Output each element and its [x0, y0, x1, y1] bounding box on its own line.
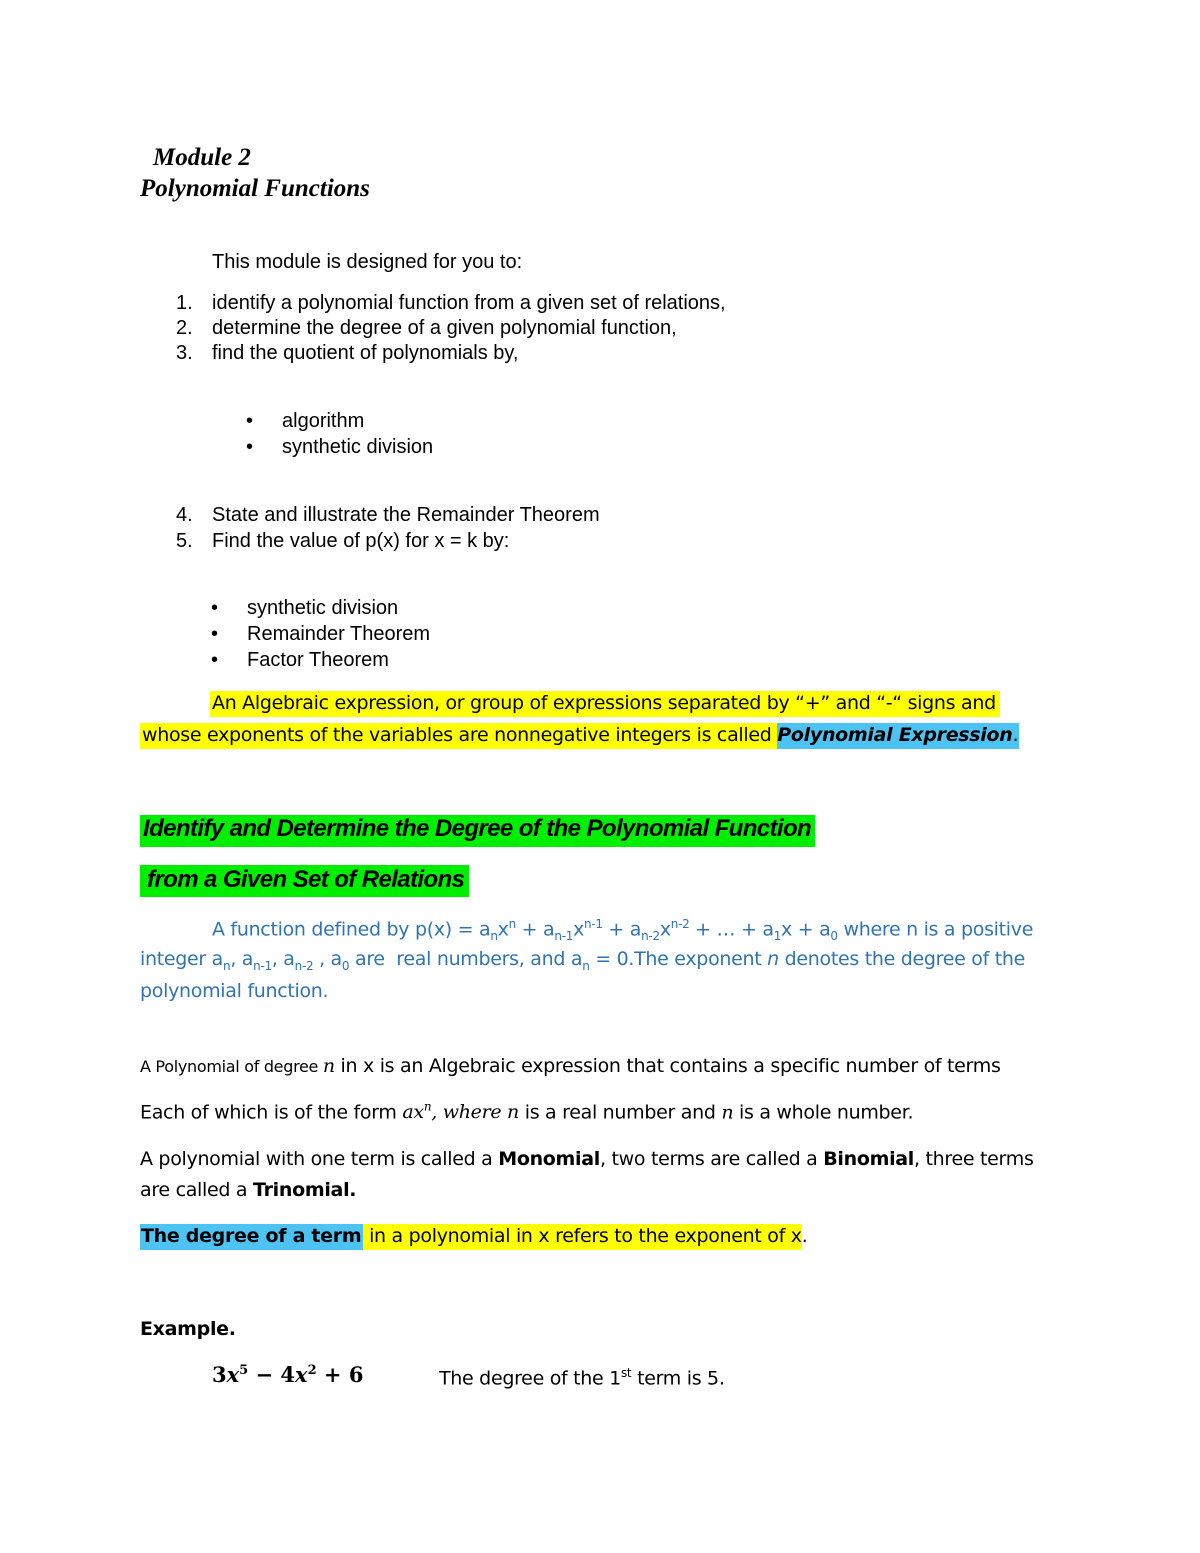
intro-text: This module is designed for you to:	[212, 251, 523, 273]
paragraph-text: is a whole number.	[733, 1101, 914, 1124]
example-text: The degree of the 1	[439, 1367, 621, 1390]
objective-item	[176, 317, 677, 340]
bullet-text: Remainder Theorem	[247, 623, 431, 645]
module-title: Module 2	[153, 144, 251, 171]
monomial-term: Monomial	[498, 1148, 601, 1170]
bullet-text: synthetic division	[247, 597, 399, 619]
bullet-text: synthetic division	[282, 436, 434, 458]
objective-number: 2.	[176, 317, 193, 339]
paragraph-text: Each of which is of the form	[140, 1101, 403, 1124]
objective-item	[176, 504, 600, 527]
trinomial-term: Trinomial.	[253, 1179, 357, 1201]
objective-text: find the quotient of polynomials by,	[212, 342, 519, 364]
bullet-icon	[246, 436, 282, 459]
term-names-text: , two terms are called a	[600, 1148, 824, 1170]
objective-item	[176, 342, 518, 365]
term-names-text: A polynomial with one term is called a	[140, 1148, 499, 1170]
polynomial-expression-term: Polynomial Expression	[777, 723, 1012, 749]
objective-number: 4.	[176, 504, 193, 526]
bullet-icon	[246, 410, 282, 433]
module-subtitle: Polynomial Functions	[140, 175, 370, 202]
term-names-line	[140, 1148, 1034, 1170]
bullet-icon	[211, 623, 247, 646]
bullet-item	[211, 649, 389, 672]
example-text: term is 5.	[631, 1367, 725, 1390]
objective-number: 3.	[176, 342, 193, 364]
example-label: Example.	[140, 1318, 236, 1340]
objective-text: identify a polynomial function from a given set of relations,	[212, 292, 726, 314]
definition-end: .	[1013, 723, 1020, 749]
term-names-text: , three terms	[914, 1148, 1034, 1170]
definition-text: An Algebraic expression, or group of expressions separated by “+” and “-“ signs and	[210, 691, 1000, 717]
degree-of-term-highlight: The degree of a term	[140, 1224, 363, 1250]
bullet-text: algorithm	[282, 410, 365, 432]
objective-text: State and illustrate the Remainder Theorem	[212, 504, 600, 526]
function-def-text: integer a	[140, 948, 224, 970]
polynomial-paragraph-line: A Polynomial of degree n in x is an Algebraic expression that contains a specific number of terms	[140, 1055, 1001, 1077]
degree-of-term-end: .	[801, 1225, 808, 1247]
objective-item	[176, 292, 726, 315]
section-heading: from a Given Set of Relations	[147, 866, 465, 893]
bullet-item	[246, 410, 364, 433]
function-def-line: polynomial function.	[140, 980, 329, 1002]
objective-text: Find the value of p(x) for x = k by:	[212, 530, 510, 552]
function-def-text: A function defined by p(x) = a	[212, 918, 491, 941]
bullet-item	[211, 623, 430, 646]
paragraph-text: A Polynomial of degree	[140, 1057, 323, 1076]
degree-of-term-text: in a polynomial in x refers to the exponent of x	[363, 1224, 801, 1250]
bullet-text: Factor Theorem	[247, 649, 389, 671]
section-heading: Identify and Determine the Degree of the Polynomial Function	[143, 815, 812, 842]
function-def-line: A function defined by $p(x) = a_nx^n + a_{n-1}x^{n-1} + a_{n-2}x^{n-2}$ + … + $a_1x + a_0$ where n is a positive	[212, 917, 1034, 944]
objective-item	[176, 530, 509, 553]
paragraph-text: in x is an Algebraic expression that contains a specific number of terms	[334, 1055, 1001, 1077]
paragraph-text: is a real number and	[518, 1101, 722, 1124]
function-def-text: denotes the degree of the	[784, 948, 1026, 970]
objective-number: 1.	[176, 292, 193, 314]
term-names-text: are called a	[140, 1179, 253, 1201]
bullet-item	[246, 436, 433, 459]
binomial-term: Binomial	[823, 1148, 915, 1170]
objective-text: determine the degree of a given polynomial function,	[212, 317, 677, 339]
term-names-line	[140, 1179, 356, 1201]
example-explanation	[439, 1366, 725, 1389]
example-superscript: st	[620, 1366, 632, 1380]
function-def-line: integer $a_n$, $a_{n-1}$, $a_{n-2}$ , $a_0$ are real numbers, and $a_n = 0.The$ exponent n denotes the degree of the	[140, 948, 1026, 973]
degree-of-term-line	[140, 1225, 807, 1247]
definition-text: whose exponents of the variables are nonnegative integers is called	[140, 723, 777, 749]
objective-number: 5.	[176, 530, 193, 552]
polynomial-paragraph-line: Each of which is of the form $ax^n$, where n is a real number and n is a whole number.	[140, 1100, 914, 1124]
definition-line	[140, 724, 1019, 746]
definition-line	[210, 692, 1000, 714]
bullet-icon	[211, 597, 247, 620]
bullet-icon	[211, 649, 247, 672]
example-expression: $3x^5 - 4x^2 + 6$	[212, 1362, 364, 1387]
bullet-item	[211, 597, 398, 620]
